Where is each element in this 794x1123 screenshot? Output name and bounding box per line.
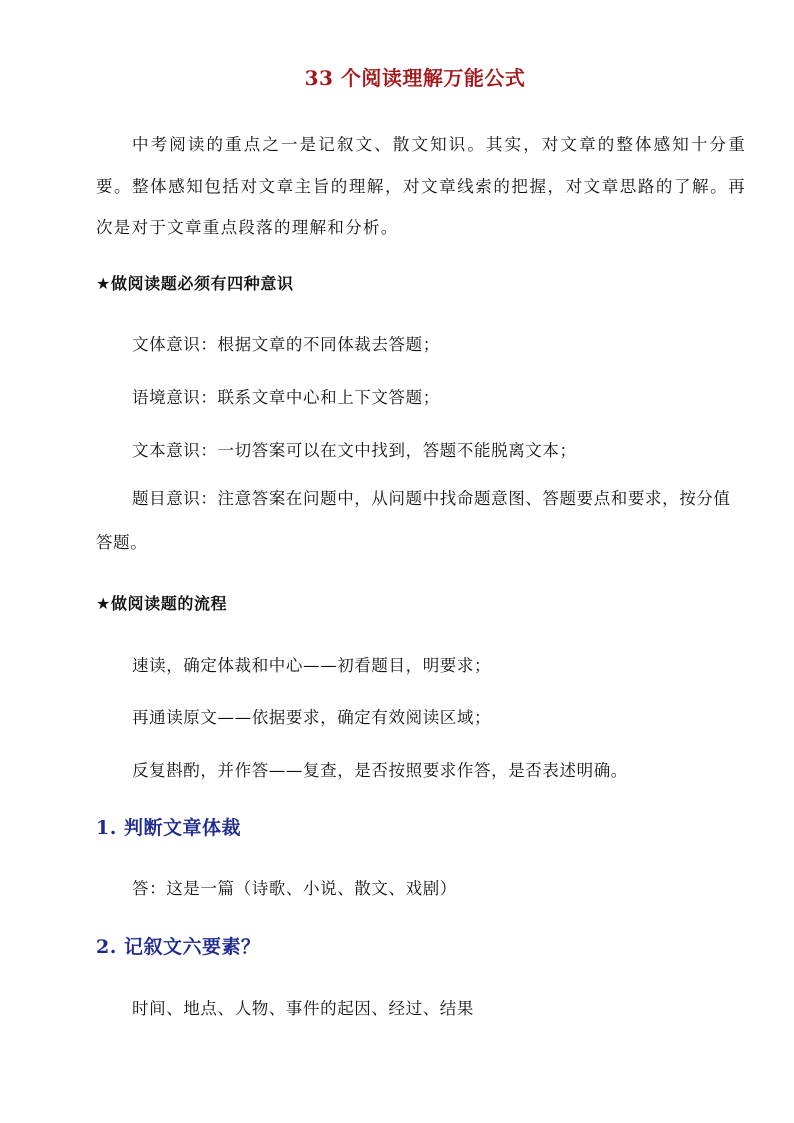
section-heading-four-awareness: ★做阅读题必须有四种意识 xyxy=(96,274,294,293)
question-heading-six-elements: 2. 记叙文六要素？ xyxy=(96,936,261,958)
section-heading-reading-process: ★做阅读题的流程 xyxy=(96,594,228,613)
list-item-step-skim: 速读，确定体裁和中心——初看题目，明要求； xyxy=(132,656,492,675)
page-title: 33 个阅读理解万能公式 xyxy=(304,66,526,90)
list-item-text-awareness: 文本意识：一切答案可以在文中找到，答题不能脱离文本； xyxy=(132,441,577,460)
list-item-question-awareness: 题目意识：注意答案在问题中，从问题中找命题意图、答题要点和要求，按分值答题。 xyxy=(96,489,731,552)
list-item-step-read-through: 再通读原文——依据要求，确定有效阅读区域； xyxy=(132,708,492,727)
answer-six-elements: 时间、地点、人物、事件的起因、经过、结果 xyxy=(132,999,474,1018)
intro-paragraph: 中考阅读的重点之一是记叙文、散文知识。其实，对文章的整体感知十分重要。整体感知包括对文章主旨的理解，对文章线索的把握，对文章思路的了解。再次是对于文章重点段落的理解和分析。 xyxy=(96,135,746,237)
list-item-step-review: 反复斟酌，并作答——复查，是否按照要求作答，是否表述明确。 xyxy=(132,761,628,780)
list-item-genre-awareness: 文体意识：根据文章的不同体裁去答题； xyxy=(132,335,440,354)
question-heading-genre: 1. 判断文章体裁 xyxy=(96,817,241,839)
list-item-context-awareness: 语境意识：联系文章中心和上下文答题； xyxy=(132,388,440,407)
answer-genre: 答：这是一篇（诗歌、小说、散文、戏剧） xyxy=(132,879,457,898)
